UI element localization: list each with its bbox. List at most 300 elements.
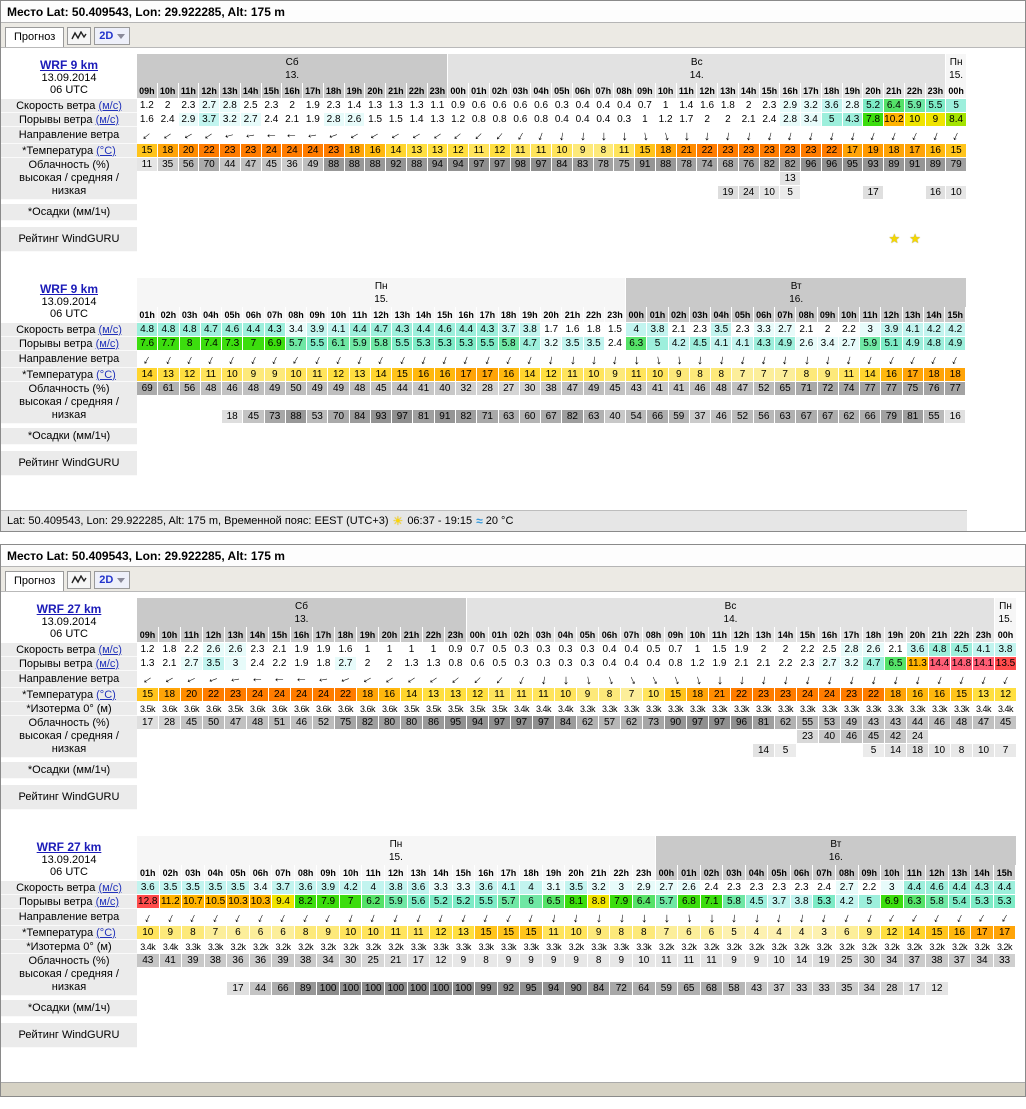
forecast-cell-isotherm: 3.6k	[181, 702, 203, 716]
forecast-cell-isotherm: 3.3k	[643, 702, 665, 716]
forecast-cell-cloud-high: 38	[926, 954, 949, 968]
forecast-cell-wind-gusts: 0.3	[555, 657, 577, 671]
rating-cell	[490, 227, 511, 251]
model-link[interactable]: WRF 27 km	[36, 839, 102, 854]
rating-cell	[428, 227, 449, 251]
rating-cell	[435, 451, 456, 475]
row-label-unit-link[interactable]: (°C)	[96, 926, 116, 939]
clouds-label-line1: Облачность (%)	[28, 383, 110, 395]
forecast-row-wind-speed	[1, 323, 1025, 337]
rating-cell	[678, 1023, 701, 1047]
row-label-unit-link[interactable]: (°C)	[96, 368, 116, 381]
forecast-cell-wind-speed: 0.7	[467, 643, 489, 657]
forecast-cell-wind-gusts: 2.2	[269, 657, 291, 671]
forecast-cell-cloud-mid	[182, 968, 205, 982]
forecast-cell-wind-speed: 3.7	[272, 881, 295, 895]
forecast-cell-wind-speed: 4.6	[926, 881, 949, 895]
forecast-cell-temperature: 16	[435, 368, 456, 382]
wind-arrow-icon: ↓	[547, 351, 557, 368]
tab-forecast[interactable]: Прогноз	[5, 571, 64, 591]
forecast-cell-wind-speed: 0.6	[490, 99, 511, 113]
forecast-cell-isotherm: 3.3k	[430, 940, 453, 954]
forecast-cell-cloud-mid	[577, 730, 599, 744]
forecast-cell-wind-speed: 4.7	[371, 323, 392, 337]
wind-direction-cell	[541, 351, 562, 368]
forecast-cell-temperature: 18	[924, 368, 945, 382]
forecast-cell-cloud-high: 76	[739, 158, 760, 172]
forecast-row-cloud-high	[137, 954, 1016, 968]
forecast-cell-cloud-mid	[791, 968, 814, 982]
forecast-cell-cloud-low	[635, 186, 656, 200]
forecast-cell-temperature: 13	[407, 144, 428, 158]
forecast-cell-wind-gusts: 0.3	[533, 657, 555, 671]
model-link[interactable]: WRF 9 km	[39, 57, 98, 72]
row-label-unit-link[interactable]: (м/с)	[95, 113, 120, 126]
forecast-cell-isotherm: 3.3k	[907, 702, 929, 716]
forecast-cell-cloud-mid	[555, 730, 577, 744]
forecast-cell-wind-gusts: 3.5	[584, 337, 605, 351]
row-label-unit-link[interactable]: (м/с)	[98, 643, 122, 656]
row-label-text: Скорость ветра (м/с)	[16, 643, 122, 656]
forecast-cell-wind-gusts: 5.7	[656, 895, 679, 909]
forecast-cell-cloud-mid	[533, 730, 555, 744]
forecast-cell-temperature: 23	[324, 144, 345, 158]
hour-cell: 01h	[469, 83, 490, 99]
forecast-cell-cloud-high: 89	[926, 158, 947, 172]
2d-dropdown[interactable]	[94, 571, 130, 589]
forecast-cell-wind-speed: 3.6	[475, 881, 498, 895]
forecast-cell-wind-gusts: 1.9	[709, 657, 731, 671]
forecast-cell-wind-speed: 1	[357, 643, 379, 657]
forecast-cell-cloud-low: 55	[924, 410, 945, 424]
forecast-cell-isotherm: 3.3k	[687, 702, 709, 716]
hour-cell: 12h	[385, 865, 408, 881]
forecast-cell-wind-speed: 3.8	[385, 881, 408, 895]
forecast-cell-cloud-low	[552, 186, 573, 200]
model-info	[1, 598, 137, 643]
hour-cell: 14h	[241, 83, 262, 99]
row-label-unit-link[interactable]: (м/с)	[98, 99, 122, 112]
wind-arrow-icon: ↓	[247, 351, 261, 368]
forecast-cell-temperature: 10	[340, 926, 363, 940]
forecast-cell-wind-gusts: 5.3	[971, 895, 994, 909]
forecast-cell-wind-gusts: 4.5	[746, 895, 769, 909]
forecast-cell-cloud-high: 9	[543, 954, 566, 968]
forecast-cell-cloud-low	[841, 744, 863, 758]
forecast-cell-isotherm: 3.4k	[160, 940, 183, 954]
wind-direction-cell	[317, 909, 340, 926]
forecast-cell-cloud-high: 77	[945, 382, 966, 396]
forecast-cell-wind-gusts: 4.1	[732, 337, 753, 351]
forecast-cell-temperature: 12	[180, 368, 201, 382]
rating-cell	[247, 785, 269, 809]
forecast-cell-cloud-low: 100	[362, 982, 385, 996]
forecast-cell-cloud-mid	[357, 730, 379, 744]
forecast-cell-wind-speed: 4	[520, 881, 543, 895]
wind-arrow-icon: ↓	[139, 128, 156, 143]
wind-arrow-icon: ↓	[305, 130, 322, 141]
forecast-cell-wind-speed: 4.1	[973, 643, 995, 657]
forecast-cell-cloud-mid	[565, 968, 588, 982]
forecast-cell-temperature: 17	[456, 368, 477, 382]
forecast-cell-wind-gusts: 0.4	[552, 113, 573, 127]
forecast-cell-wind-gusts: 10.2	[884, 114, 904, 125]
forecast-cell-cloud-low	[428, 186, 449, 200]
forecast-cell-cloud-mid	[282, 172, 303, 186]
forecast-cell-isotherm: 3.3k	[819, 702, 841, 716]
forecast-cell-isotherm: 3.2k	[678, 940, 701, 954]
forecast-cell-wind-speed: 2.3	[791, 881, 814, 895]
forecast-cell-cloud-low: 37	[690, 410, 711, 424]
forecast-cell-temperature: 23	[780, 144, 801, 158]
wind-direction-cell	[926, 127, 947, 144]
forecast-cell-temperature: 12	[881, 926, 904, 940]
wind-direction-cell	[760, 127, 781, 144]
model-run: 06 UTC	[50, 307, 88, 320]
forecast-cell-cloud-mid	[317, 968, 340, 982]
forecast-cell-cloud-mid	[995, 730, 1017, 744]
forecast-cell-cloud-mid	[584, 396, 605, 410]
forecast-cell-wind-speed: 3.3	[430, 881, 453, 895]
wind-direction-cell	[885, 671, 907, 688]
forecast-cell-cloud-low: 100	[430, 982, 453, 996]
wind-direction-cell	[732, 351, 753, 368]
wind-arrow-icon: ↓	[579, 127, 588, 144]
wind-direction-cell	[903, 351, 924, 368]
wind-arrow-icon: ↓	[515, 671, 529, 688]
forecast-row-rating	[1, 785, 1025, 810]
forecast-cell-cloud-low	[313, 744, 335, 758]
forecast-cell-temperature: 11	[614, 144, 635, 158]
wind-arrow-icon: ↓	[823, 351, 833, 368]
wind-direction-cell	[423, 671, 445, 688]
forecast-cell-temperature: 7	[754, 368, 775, 382]
rating-cell	[392, 451, 413, 475]
wind-direction-cell	[445, 671, 467, 688]
wind-direction-cell	[392, 351, 413, 368]
chevron-down-icon	[117, 578, 125, 583]
day-date: 15.	[374, 293, 389, 305]
forecast-cell-cloud-low	[181, 744, 203, 758]
forecast-row-isotherm	[1, 702, 1025, 716]
forecast-cell-cloud-high: 36	[282, 158, 303, 172]
forecast-cell-cloud-mid	[731, 730, 753, 744]
day-row	[137, 278, 967, 307]
wind-direction-cell	[588, 909, 611, 926]
forecast-cell-cloud-mid	[286, 396, 307, 410]
forecast-cell-cloud-mid	[677, 172, 698, 186]
wind-arrow-icon: ↓	[653, 351, 663, 368]
rating-cell	[594, 227, 615, 251]
forecast-cell-isotherm: 3.3k	[775, 702, 797, 716]
forecast-cell-isotherm: 3.3k	[753, 702, 775, 716]
rating-cell	[951, 785, 973, 809]
2d-dropdown[interactable]	[94, 27, 130, 45]
hour-cell: 09h	[859, 865, 882, 881]
wind-direction-cell	[797, 671, 819, 688]
wind-direction-cell	[286, 351, 307, 368]
wind-arrow-icon: ↓	[316, 674, 332, 685]
water-temperature: 20 °C	[485, 515, 514, 527]
row-label-unit-link[interactable]: (°C)	[96, 144, 116, 157]
forecast-cell-cloud-low: 10	[760, 186, 781, 200]
row-label-unit-link[interactable]: (°C)	[96, 688, 116, 701]
forecast-cell-cloud-high: 62	[775, 716, 797, 730]
wind-direction-cell	[562, 351, 583, 368]
forecast-cell-cloud-low: 100	[317, 982, 340, 996]
forecast-cell-cloud-mid: 45	[863, 730, 885, 744]
row-label-unit-link[interactable]: (м/с)	[98, 323, 122, 336]
rating-cell	[907, 785, 929, 809]
forecast-cell-wind-speed: 3.5	[205, 881, 228, 895]
rating-cell	[385, 1023, 408, 1047]
forecast-cell-cloud-high: 27	[499, 382, 520, 396]
row-label-precipitation: *Осадки (мм/1ч)	[1, 762, 137, 779]
forecast-cell-isotherm: 3.3k	[797, 702, 819, 716]
hour-cell: 01h	[489, 627, 511, 643]
forecast-cell-cloud-high: 28	[477, 382, 498, 396]
rating-cell	[732, 451, 753, 475]
hour-cell: 21h	[386, 83, 407, 99]
forecast-cell-cloud-low	[469, 186, 490, 200]
day-cell	[946, 54, 967, 83]
hour-cell: 05h	[768, 865, 791, 881]
forecast-cell-temperature: 9	[818, 368, 839, 382]
forecast-cell-wind-speed: 4.1	[498, 881, 521, 895]
wind-direction-cell	[677, 127, 698, 144]
row-label-rating: Рейтинг WindGURU	[1, 451, 137, 476]
forecast-cell-cloud-mid	[158, 172, 179, 186]
forecast-cell-wind-speed: 0.3	[555, 643, 577, 657]
forecast-cell-temperature: 5	[723, 926, 746, 940]
forecast-cell-wind-speed: 2.7	[199, 99, 220, 113]
wind-arrow-icon: ↓	[289, 351, 304, 368]
forecast-cell-cloud-low: 81	[903, 410, 924, 424]
forecast-cell-wind-gusts: 5.6	[408, 895, 431, 909]
wind-arrow-icon: ↓	[390, 909, 402, 926]
forecast-cell-isotherm: 3.3k	[621, 702, 643, 716]
model-link[interactable]: WRF 27 km	[36, 601, 102, 616]
forecast-cell-cloud-high: 94	[467, 716, 489, 730]
wind-arrow-icon: ↓	[604, 671, 616, 688]
forecast-cell-cloud-high: 62	[577, 716, 599, 730]
wind-arrow-icon: ↓	[346, 128, 363, 143]
wind-arrow-icon: ↓	[205, 351, 218, 368]
forecast-cell-cloud-low	[205, 982, 228, 996]
forecast-cell-wind-speed: 2.2	[859, 881, 882, 895]
forecast-cell-cloud-mid	[621, 730, 643, 744]
forecast-cell-wind-speed: 0.4	[621, 643, 643, 657]
forecast-cell-wind-gusts: 2	[697, 113, 718, 127]
clouds-subrows	[137, 158, 967, 200]
rating-cell	[588, 1023, 611, 1047]
forecast-cell-wind-gusts: 5.8	[723, 895, 746, 909]
rating-cell	[690, 451, 711, 475]
rating-cell	[599, 785, 621, 809]
forecast-cell-temperature: 8	[633, 926, 656, 940]
wind-direction-cell	[711, 351, 732, 368]
wind-arrow-icon: ↓	[413, 909, 425, 926]
forecast-cell-temperature: 22	[863, 688, 885, 702]
wind-arrow-icon: ↓	[557, 127, 567, 144]
forecast-cell-cloud-high: 98	[511, 158, 532, 172]
forecast-cell-cloud-low: 72	[610, 982, 633, 996]
forecast-cell-cloud-mid	[379, 730, 401, 744]
hour-cell: 16h	[475, 865, 498, 881]
row-label-precipitation: *Осадки (мм/1ч)	[1, 1000, 137, 1017]
forecast-cell-wind-gusts: 0.5	[489, 657, 511, 671]
wind-direction-cell	[469, 127, 490, 144]
forecast-cell-cloud-high: 74	[839, 382, 860, 396]
forecast-cell-cloud-low	[158, 186, 179, 200]
row-label-unit-link[interactable]: (м/с)	[98, 881, 122, 894]
rating-cell	[225, 785, 247, 809]
clouds-label-line1: Облачность (%)	[28, 717, 110, 729]
wind-direction-cell	[137, 909, 160, 926]
wind-arrow-icon: ↓	[934, 671, 946, 688]
wind-arrow-icon: ↓	[448, 672, 464, 687]
hour-cell: 23h	[633, 865, 656, 881]
forecast-row-temperature	[1, 926, 1025, 940]
forecast-cell-cloud-high: 56	[179, 158, 200, 172]
wind-arrow-icon: ↓	[716, 672, 724, 687]
rating-cell	[621, 785, 643, 809]
forecast-cell-cloud-high: 39	[272, 954, 295, 968]
day-abbr: Вт	[830, 838, 842, 850]
forecast-cell-cloud-high: 74	[697, 158, 718, 172]
hour-cell: 14h	[739, 83, 760, 99]
rating-cell	[904, 1023, 927, 1047]
forecast-cell-temperature: 20	[179, 144, 200, 158]
forecast-cell-temperature: 11	[307, 368, 328, 382]
row-label-unit-link[interactable]: (м/с)	[95, 657, 120, 670]
forecast-cell-wind-speed: 2.3	[690, 323, 711, 337]
forecast-cell-isotherm: 3.4k	[555, 702, 577, 716]
forecast-cell-cloud-mid	[903, 396, 924, 410]
forecast-cell-wind-speed: 3.2	[588, 881, 611, 895]
forecast-cell-wind-gusts: 0.4	[573, 113, 594, 127]
wind-arrow-icon: ↓	[325, 129, 343, 142]
model-link[interactable]: WRF 9 km	[39, 281, 98, 296]
forecast-table	[1, 278, 1025, 476]
forecast-cell-isotherm: 3.4k	[511, 702, 533, 716]
wind-arrow-icon: ↓	[647, 671, 661, 688]
forecast-cell-wind-speed: 0.7	[665, 643, 687, 657]
forecast-cell-temperature: 23	[225, 688, 247, 702]
wind-arrow-icon: ↓	[503, 351, 516, 368]
rating-cell	[386, 227, 407, 251]
wind-direction-cell	[690, 351, 711, 368]
forecast-cell-cloud-high: 82	[780, 158, 801, 172]
forecast-cell-temperature: 24	[269, 688, 291, 702]
graph-icon	[71, 575, 87, 585]
rating-cell	[448, 227, 469, 251]
forecast-cell-temperature: 24	[247, 688, 269, 702]
forecast-cell-cloud-low	[489, 744, 511, 758]
wind-direction-cell	[357, 671, 379, 688]
forecast-cell-cloud-low: 8	[951, 744, 973, 758]
wind-arrow-icon: ↓	[827, 127, 838, 144]
forecast-cell-temperature: 22	[731, 688, 753, 702]
hour-cell: 13h	[718, 83, 739, 99]
forecast-cell-wind-gusts: 6.4	[633, 895, 656, 909]
forecast-row-cloud-high	[137, 382, 966, 396]
forecast-cell-wind-speed: 0.6	[531, 99, 552, 113]
forecast-cell-cloud-low: 54	[626, 410, 647, 424]
wind-direction-cell	[205, 909, 228, 926]
forecast-cell-isotherm: 3.3k	[709, 702, 731, 716]
forecast-cell-cloud-high: 92	[386, 158, 407, 172]
forecast-cell-isotherm: 3.3k	[205, 940, 228, 954]
wind-direction-cell	[555, 671, 577, 688]
hour-cell: 12h	[926, 865, 949, 881]
hour-cell: 14h	[971, 865, 994, 881]
forecast-cell-wind-speed: 4.8	[929, 643, 951, 657]
wind-direction-cell	[739, 127, 760, 144]
day-abbr: Пн	[999, 600, 1012, 612]
wind-direction-cell	[594, 127, 615, 144]
forecast-row-wind-speed	[1, 99, 1025, 113]
rating-cell	[328, 451, 349, 475]
row-label-unit-link[interactable]: (м/с)	[95, 337, 120, 350]
forecast-row-rating	[1, 451, 1025, 476]
forecast-cell-wind-gusts: 11.3	[907, 657, 929, 671]
forecast-cell-wind-speed: 4	[626, 323, 647, 337]
forecast-cell-wind-speed: 3.2	[801, 99, 822, 113]
rating-cell	[739, 227, 760, 251]
tab-forecast[interactable]: Прогноз	[5, 27, 64, 47]
forecast-cell-temperature: 22	[335, 688, 357, 702]
day-date: 16.	[828, 851, 843, 863]
forecast-cell-temperature: 18	[357, 688, 379, 702]
forecast-cell-temperature: 11	[533, 688, 555, 702]
wind-arrow-icon: ↓	[205, 673, 223, 686]
forecast-cell-cloud-mid	[435, 396, 456, 410]
graph-icon-button[interactable]	[67, 571, 91, 589]
forecast-cell-wind-gusts: 9.4	[272, 895, 295, 909]
forecast-cell-cloud-mid	[430, 968, 453, 982]
forecast-cell-cloud-high: 14	[791, 954, 814, 968]
forecast-row-precipitation	[1, 1000, 1025, 1017]
forecast-cell-wind-speed: 0.3	[577, 643, 599, 657]
forecast-cell-wind-gusts: 0.8	[665, 657, 687, 671]
forecast-cell-temperature: 14	[386, 144, 407, 158]
rating-cell	[573, 227, 594, 251]
wind-arrow-icon: ↓	[885, 909, 899, 926]
rating-cell	[137, 451, 158, 475]
forecast-cell-cloud-mid	[562, 396, 583, 410]
forecast-cell-temperature: 11	[385, 926, 408, 940]
hour-cell: 20h	[541, 307, 562, 323]
forecast-cell-isotherm: 3.2k	[926, 940, 949, 954]
row-label-temperature	[1, 688, 137, 702]
day-cell	[137, 54, 448, 83]
forecast-cell-wind-speed: 4.4	[994, 881, 1017, 895]
rating-cell	[350, 451, 371, 475]
row-label-unit-link[interactable]: (м/с)	[95, 895, 120, 908]
wind-arrow-icon: ↓	[482, 351, 494, 368]
tab-bar	[1, 23, 1025, 48]
forecast-cell-wind-speed: 3.5	[160, 881, 183, 895]
forecast-cell-temperature: 15	[392, 368, 413, 382]
forecast-cell-wind-speed: 3.8	[995, 643, 1017, 657]
forecast-cell-wind-speed: 2	[158, 99, 179, 113]
forecast-cell-wind-speed: 0.4	[614, 99, 635, 113]
forecast-cell-wind-gusts: 2.6	[796, 337, 817, 351]
forecast-cell-wind-speed: 1.6	[335, 643, 357, 657]
graph-icon-button[interactable]	[67, 27, 91, 45]
wind-direction-cell	[905, 127, 926, 144]
